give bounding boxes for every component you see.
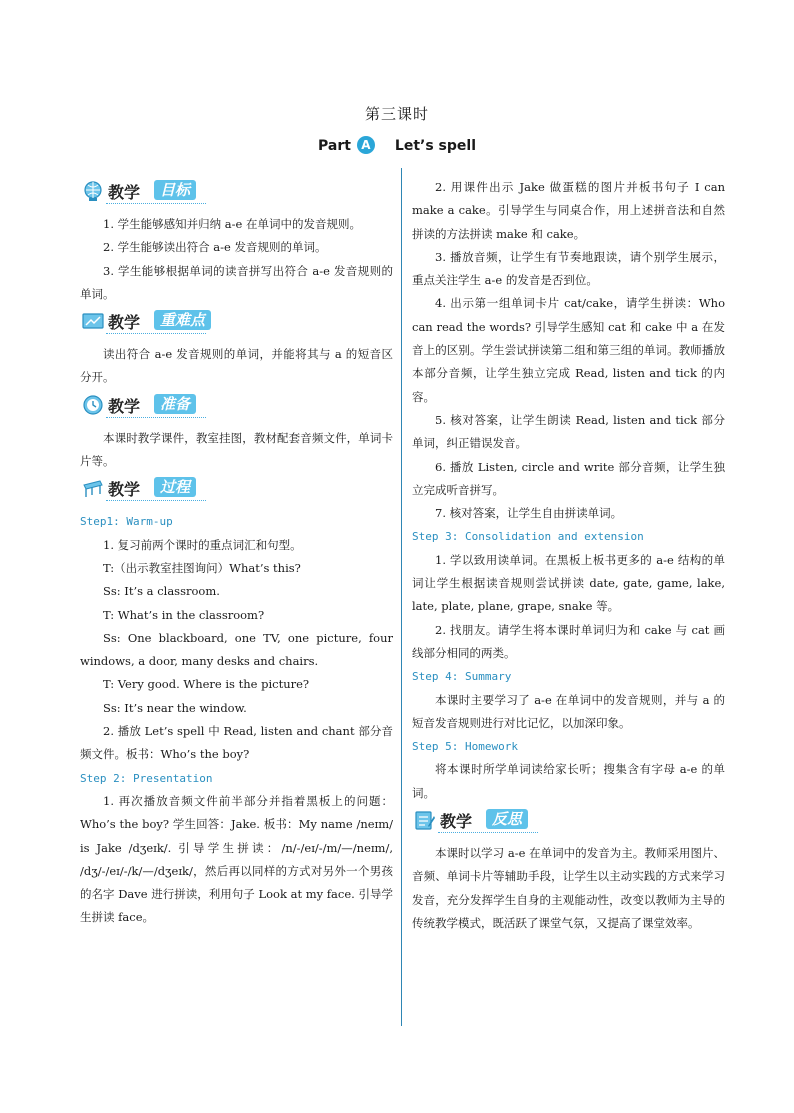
dotted-underline [438,832,538,833]
paragraph: 6. 播放 Listen, circle and write 部分音频，让学生独立完成听音拼写。 [412,459,725,497]
section-title-prefix: 教学 [108,183,141,202]
section-title-tag: 目标 [154,180,196,200]
dotted-underline [106,417,206,418]
paragraph: 2. 找朋友。请学生将本课时单词归为和 cake 与 cat 画线部分相同的两类。 [412,622,725,660]
paragraph: 1. 复习前两个课时的重点词汇和句型。 [103,537,302,552]
section-header-objectives [80,179,393,207]
section-title-prefix: 教学 [108,480,141,500]
notebook-pen-icon [414,809,436,831]
section-title-tag: 准备 [154,394,196,414]
dialogue-line: Ss: It’s near the window. [103,700,247,715]
section-header-reflection [412,808,725,836]
objective-item: 2. 学生能够读出符合 a-e 发音规则的单词。 [103,240,327,255]
part-label: Part [317,138,351,154]
objective-item: 1. 学生能够感知并归纳 a-e 在单词中的发音规则。 [103,217,361,231]
paragraph: 1. 再次播放音频文件前半部分并指着黑板上的问题：Who’s the boy? 学生回答：Jake. 板书：My name /neɪm/ is Jake /dʒeɪk/. 引导学生拼读：/n/-/eɪ/-/m/—/neɪm/, /dʒ/-/eɪ/-/k/—/dʒeɪk/，然后再以同样的方式对另外一个男孩的名字 Dave 进行拼读，利用句子 Look at my face. 引导学生拼读 face。 [80,793,393,925]
dialogue-line: T:（出示教室挂图询问）What’s this? [103,560,301,575]
section-header-keypoints [80,309,393,337]
reflection-text: 本课时以学习 a-e 在单词中的发音为主。教师采用图片、音频、单词卡片等辅助手段，让学生以主动实践的方式来学习发音，充分发挥学生自身的主观能动性，改变以教师为主导的传统教学模式，既活跃了课堂气氛，又提高了课堂效率。 [412,846,725,930]
section-title-prefix: 教学 [108,396,141,416]
keypoints-text: 读出符合 a-e 发音规则的单词，并能将其与 a 的短音区分开。 [80,347,393,385]
globe-icon [82,180,104,202]
section-title-prefix: 教学 [440,812,473,832]
step-heading: Step 5: Homework [412,740,518,754]
section-header-process [80,476,393,504]
desk-icon [82,477,104,499]
preparation-text: 本课时教学课件，教室挂图，教材配套音频文件，单词卡片等。 [80,430,393,469]
step-heading: Step 2: Presentation [80,771,213,785]
dialogue-line: T: What’s in the classroom? [103,607,265,622]
lesson-subtitle [0,136,794,154]
section-title-tag: 重难点 [154,310,211,330]
paragraph: 2. 播放 Let’s spell 中 Read, listen and chant 部分音频文件。板书：Who’s the boy? [80,724,393,762]
step-heading: Step1: Warm-up [80,515,173,529]
dotted-underline [106,203,206,204]
paragraph: 1. 学以致用读单词。在黑板上板书更多的 a-e 结构的单词让学生根据读音规则尝试拼读 date, gate, game, lake, late, plate, plane, grape, snake 等。 [412,552,725,614]
step-heading: Step 4: Summary [412,670,512,684]
part-letter-badge: A [357,136,375,154]
paragraph: 7. 核对答案，让学生自由拼读单词。 [435,506,623,521]
paragraph: 将本课时所学单词读给家长听；搜集含有字母 a-e 的单词。 [412,762,725,800]
page-title: 第三课时 [364,105,429,123]
paragraph: 3. 播放音频，让学生有节奏地跟读，请个别学生展示，重点关注学生 a-e 的发音是否到位。 [412,249,725,288]
objective-item: 3. 学生能够根据单词的读音拼写出符合 a-e 发音规则的单词。 [80,263,393,301]
dotted-underline [106,500,206,501]
dialogue-line: T: Very good. Where is the picture? [103,677,310,692]
section-header-preparation [80,393,393,421]
paragraph: 5. 核对答案，让学生朗读 Read, listen and tick 部分单词，纠正错误发音。 [412,412,725,451]
paragraph: 4. 出示第一组单词卡片 cat/cake，请学生拼读：Who can read the words? 引导学生感知 cat 和 cake 中 a 在发音上的区别。学生尝试拼读第二组和第三组的单词。教师播放本部分音频，让学生独立完成 Read, listen and tick 的内容。 [412,296,725,404]
lesson-name: Let’s spell [394,138,477,154]
dotted-underline [106,333,206,334]
left-column [80,176,393,930]
paragraph: 本课时主要学习了 a-e 在单词中的发音规则，并与 a 的短音发音规则进行对比记忆，以加深印象。 [412,692,725,730]
chart-screen-icon [82,310,104,332]
dialogue-line: Ss: It’s a classroom. [103,584,220,599]
paragraph: 2. 用课件出示 Jake 做蛋糕的图片并板书句子 I can make a cake。引导学生与同桌合作，用上述拼音法和自然拼读的方法拼读 make 和 cake。 [412,180,725,241]
dialogue-line: Ss: One blackboard, one TV, one picture, four windows, a door, many desks and chairs. [80,630,393,669]
section-title-prefix: 教学 [108,313,141,333]
section-title-tag: 反思 [486,809,528,829]
clock-icon [82,394,104,416]
column-divider [401,168,402,1026]
right-column [412,176,725,935]
section-title-tag: 过程 [154,477,196,497]
step-heading: Step 3: Consolidation and extension [412,530,644,544]
